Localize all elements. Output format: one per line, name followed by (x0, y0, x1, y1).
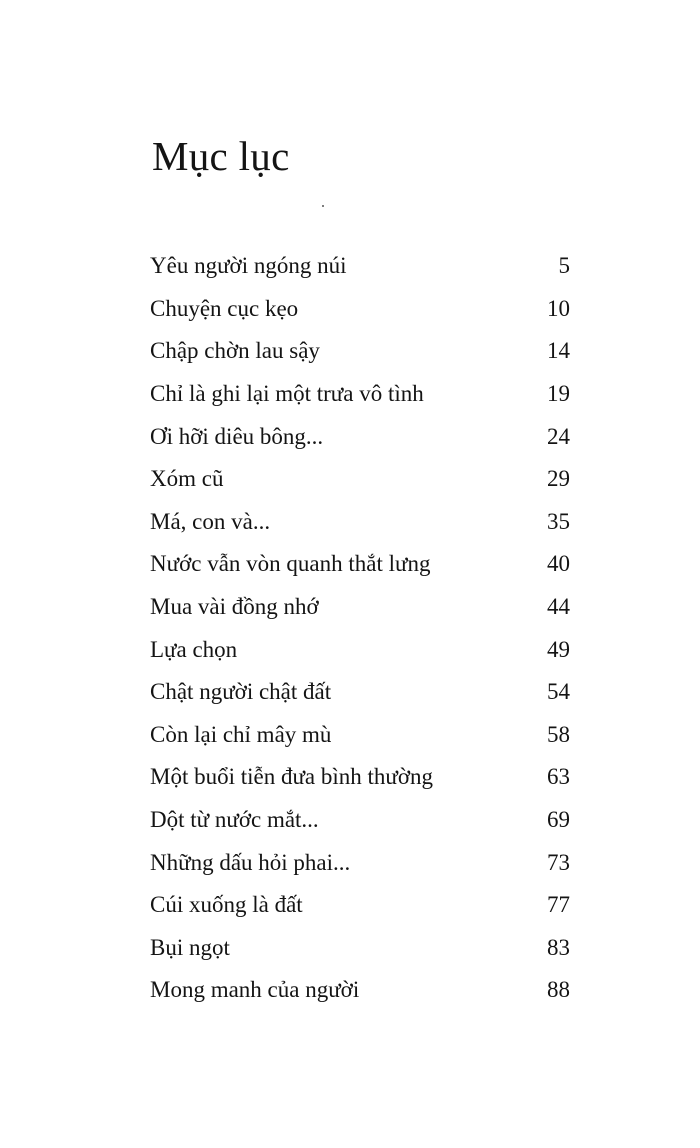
toc-entry (144, 756, 576, 799)
toc-entry (144, 543, 576, 586)
toc-entry-title: Mong manh của người (150, 977, 360, 1003)
toc-entry-page: 73 (547, 849, 570, 875)
toc-entry-title: Yêu người ngóng núi (150, 253, 347, 279)
toc-entry-page: 44 (547, 594, 570, 620)
toc-entry-page: 40 (547, 551, 570, 577)
toc-entry-page: 88 (547, 977, 570, 1003)
toc-entry-page: 83 (547, 934, 570, 960)
toc-entry-page: 24 (547, 423, 570, 449)
toc-entry-page: 29 (547, 466, 570, 492)
toc-entry-page: 35 (547, 508, 570, 534)
toc-entry-title: Nước vẫn vòn quanh thắt lưng (150, 551, 431, 577)
toc-entry (144, 586, 576, 629)
toc-entry-title: Lựa chọn (150, 636, 238, 662)
toc-entry (144, 458, 576, 501)
toc-entry-title: Ơi hỡi diêu bông... (150, 423, 324, 449)
toc-entry (144, 884, 576, 927)
toc-entry-page: 54 (547, 679, 570, 705)
toc-entry (144, 671, 576, 714)
toc-entry-title: Chật người chật đất (150, 679, 332, 705)
toc-entry (144, 969, 576, 1012)
toc-entry-title: Còn lại chỉ mây mù (150, 721, 332, 747)
toc-entry-title: Mua vài đồng nhớ (150, 594, 319, 620)
toc-entry-page: 14 (547, 338, 570, 364)
toc-entry-page: 49 (547, 636, 570, 662)
toc-entry-title: Dột từ nước mắt... (150, 807, 319, 833)
toc-entry (144, 330, 576, 373)
toc-entry-title: Chuyện cục kẹo (150, 295, 299, 321)
toc-entry (144, 415, 576, 458)
toc-entry (144, 288, 576, 331)
toc-entry (144, 245, 576, 288)
toc-entry-title: Những dấu hỏi phai... (150, 849, 351, 875)
toc-entry (144, 927, 576, 970)
toc-entry-page: 5 (558, 253, 570, 279)
toc-entry (144, 628, 576, 671)
toc-entry-title: Chập chờn lau sậy (150, 338, 320, 364)
toc-entry (144, 373, 576, 416)
toc-entry (144, 799, 576, 842)
toc-entry-title: Một buổi tiễn đưa bình thường (150, 764, 434, 790)
toc-entry-page: 69 (547, 807, 570, 833)
toc-entry-page: 63 (547, 764, 570, 790)
print-speck (322, 205, 324, 207)
toc-entry-page: 19 (547, 381, 570, 407)
toc-entry-title: Chỉ là ghi lại một trưa vô tình (150, 381, 424, 407)
table-of-contents (144, 245, 576, 1012)
toc-entry (144, 841, 576, 884)
toc-entry-page: 58 (547, 721, 570, 747)
page-title: Mục lục (152, 133, 290, 179)
toc-entry (144, 501, 576, 544)
toc-entry-page: 77 (547, 892, 570, 918)
toc-entry-title: Cúi xuống là đất (150, 892, 303, 918)
toc-entry (144, 714, 576, 757)
toc-entry-page: 10 (547, 295, 570, 321)
toc-entry-title: Xóm cũ (150, 466, 224, 492)
toc-entry-title: Bụi ngọt (150, 934, 230, 960)
toc-entry-title: Má, con và... (150, 508, 271, 534)
